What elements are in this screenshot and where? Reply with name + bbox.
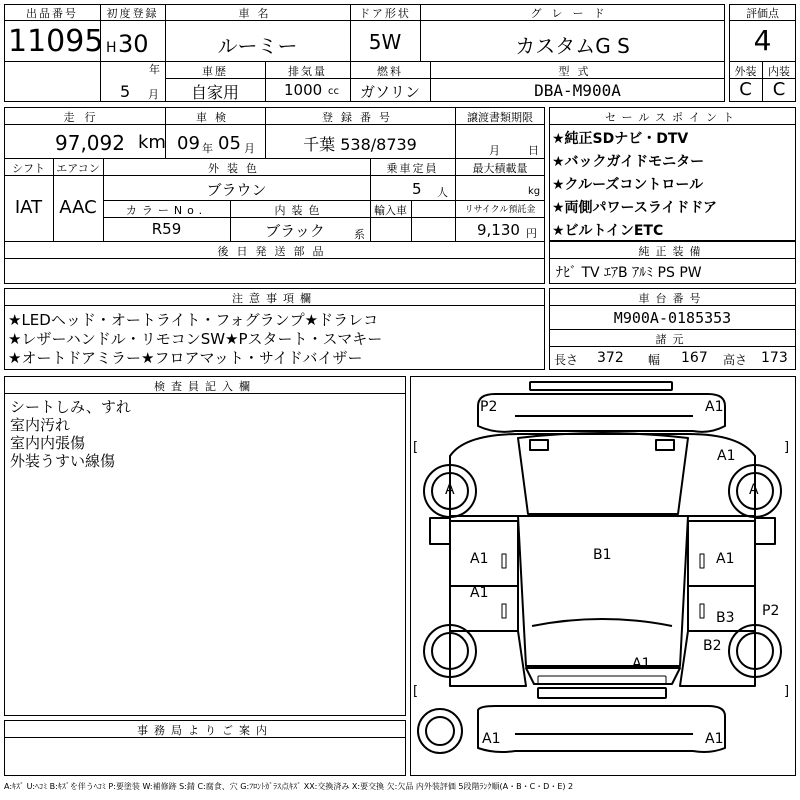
mark-a1-rear-bumper-left: A1: [482, 731, 501, 747]
score-label: 評価点: [746, 7, 779, 20]
int-color-label: 内装色: [274, 204, 326, 217]
mark-a1-right-front: A1: [717, 448, 736, 464]
sales-point-1: ★純正SDナビ・DTV: [552, 131, 689, 147]
height-label: 高さ: [723, 353, 748, 367]
notes-line-2: ★レザーハンドル・リモコンSW★Pスタート・スマキー: [8, 330, 383, 348]
reg-no: 千葉 538/8739: [303, 135, 417, 154]
mark-a-left-front-wheel: A: [445, 482, 455, 498]
specs-label: 諸元: [655, 333, 690, 346]
sales-point-3: ★クルーズコントロール: [552, 177, 704, 193]
displacement: 1000: [284, 81, 323, 99]
ac-label: エアコン: [56, 162, 100, 175]
score: 4: [753, 24, 772, 57]
exterior-label: 外装: [734, 65, 757, 78]
transfer-month-unit: 月: [489, 144, 500, 157]
exterior-score: C: [739, 79, 752, 100]
fuel: ガソリン: [359, 83, 420, 101]
reg-year-unit: 年: [149, 63, 160, 76]
transfer-day-unit: 日: [528, 144, 539, 157]
chassis-label: 車台番号: [638, 292, 707, 305]
inspector-label: 検査員記入欄: [154, 380, 256, 393]
equipment: ﾅﾋﾞ TV ｴｱB ｱﾙﾐ PS PW: [556, 265, 702, 281]
first-reg-label: 初度登録: [106, 7, 159, 20]
recycle: 9,130: [477, 221, 520, 239]
mark-a-right-front-wheel: A: [749, 482, 759, 498]
inspector-line-2: 室内汚れ: [10, 416, 71, 434]
rear-bracket-right: ]: [784, 684, 790, 699]
capacity: 5: [412, 180, 422, 198]
fuel-label: 燃料: [377, 65, 403, 78]
grade: カスタムG S: [515, 34, 630, 58]
int-color-unit: 系: [354, 228, 365, 241]
car-name: ルーミー: [217, 34, 298, 58]
shift: IAT: [14, 197, 43, 218]
max-load-unit: kg: [528, 186, 541, 197]
length-label: 長さ: [554, 353, 579, 367]
sales-points-label: セールスポイント: [604, 111, 740, 124]
sales-point-5: ★ビルトインETC: [552, 223, 664, 239]
height: 173: [761, 350, 788, 366]
recycle-unit: 円: [526, 227, 537, 240]
mark-a1-rear-bumper-right: A1: [705, 731, 724, 747]
grade-label: グレード: [530, 7, 615, 20]
era: H: [106, 40, 117, 56]
model: DBA-M900A: [534, 81, 621, 100]
color-no: R59: [151, 220, 182, 238]
ext-color-label: 外装色: [208, 162, 265, 175]
mark-b2-right-rear: B2: [703, 638, 722, 654]
capacity-label: 乗車定員: [386, 162, 439, 175]
inspection-year: 09: [177, 133, 200, 154]
mark-a1-left-rear-door: A1: [470, 585, 489, 601]
max-load-label: 最大積載量: [472, 162, 528, 175]
mileage-unit: km: [138, 132, 166, 153]
lot-no-label: 出品番号: [26, 7, 78, 20]
inspector-line-1: シートしみ、すれ: [10, 398, 131, 416]
color-no-label: カラーNo.: [125, 204, 208, 217]
reg-month-unit: 月: [148, 88, 159, 101]
ac: AAC: [59, 197, 97, 218]
damage-legend: A:ｷｽﾞ U:ﾍｺﾐ B:ｷｽﾞを伴うﾍｺﾐ P:要塗装 W:補修跡 S:錆 C:腐食、穴 G:ﾌﾛﾝﾄｶﾞﾗｽ点ｷｽﾞ XX:交換済み X:要交換 欠:欠品 内外装評価 5段階ﾗﾝｸ順(A・B・C・D・E) 2: [4, 782, 574, 791]
mark-a1-front-right: A1: [705, 399, 724, 415]
mark-a1-right-front-door: A1: [716, 551, 735, 567]
chassis-number: M900A-0185353: [613, 309, 732, 327]
inspection-month-unit: 月: [244, 142, 255, 155]
inspection-year-unit: 年: [202, 142, 213, 155]
inspector-line-4: 外装うすい線傷: [10, 452, 116, 470]
doors: 5W: [368, 30, 402, 54]
later-parts-label: 後日発送部品: [217, 245, 332, 258]
inspection-month: 05: [218, 133, 241, 154]
notes-label: 注意事項欄: [232, 292, 317, 305]
mark-b1-roof: B1: [593, 547, 612, 563]
inspector-line-3: 室内内張傷: [10, 434, 86, 452]
mileage: 97,092: [55, 131, 125, 155]
mark-b3-right-rear: B3: [716, 610, 735, 626]
rear-bracket-left: [: [413, 684, 419, 699]
int-color: ブラック: [265, 222, 325, 240]
interior-score: C: [772, 79, 786, 100]
mark-p2-front: P2: [480, 399, 498, 415]
history-label: 車歴: [202, 65, 228, 78]
length: 372: [597, 350, 624, 366]
mileage-label: 走行: [63, 111, 106, 124]
sales-point-4: ★両側パワースライドドア: [552, 200, 718, 216]
interior-label: 内装: [768, 65, 790, 78]
mark-a1-rear-hatch: A1: [632, 656, 651, 672]
lot-no: 11095: [8, 24, 104, 59]
model-label: 型式: [558, 65, 597, 78]
ext-color: ブラウン: [206, 181, 267, 199]
recycle-label: リサイクル預託金: [464, 205, 536, 215]
capacity-unit: 人: [437, 186, 448, 199]
notes-line-3: ★オートドアミラー★フロアマット・サイドバイザー: [8, 349, 363, 367]
mark-p2-right-rear: P2: [762, 603, 780, 619]
import-label: 輸入車: [374, 204, 407, 217]
reg-month: 5: [120, 82, 131, 101]
displacement-unit: cc: [328, 86, 339, 97]
transfer-label: 譲渡書類期限: [467, 111, 533, 124]
history: 自家用: [190, 83, 239, 102]
mirror-bracket-left: [: [413, 440, 419, 455]
shift-label: シフト: [12, 162, 45, 175]
notes-line-1: ★LEDヘッド・オートライト・フォグランプ★ドラレコ: [8, 311, 379, 329]
equipment-label: 純正装備: [638, 245, 707, 258]
reg-year: 30: [118, 30, 149, 58]
office-label: 事務局よりご案内: [137, 724, 273, 737]
inspection-label: 車検: [196, 111, 234, 124]
displacement-label: 排気量: [288, 65, 327, 78]
reg-no-label: 登録番号: [322, 111, 398, 124]
width-label: 幅: [648, 353, 661, 367]
sales-point-2: ★バックガイドモニター: [552, 154, 705, 170]
car-diagram: [410, 376, 796, 776]
doors-label: ドア形状: [359, 7, 411, 20]
width: 167: [681, 350, 708, 366]
mirror-bracket-right: ]: [784, 440, 790, 455]
car-name-label: 車名: [238, 7, 277, 20]
mark-a1-left-front-door: A1: [470, 551, 489, 567]
